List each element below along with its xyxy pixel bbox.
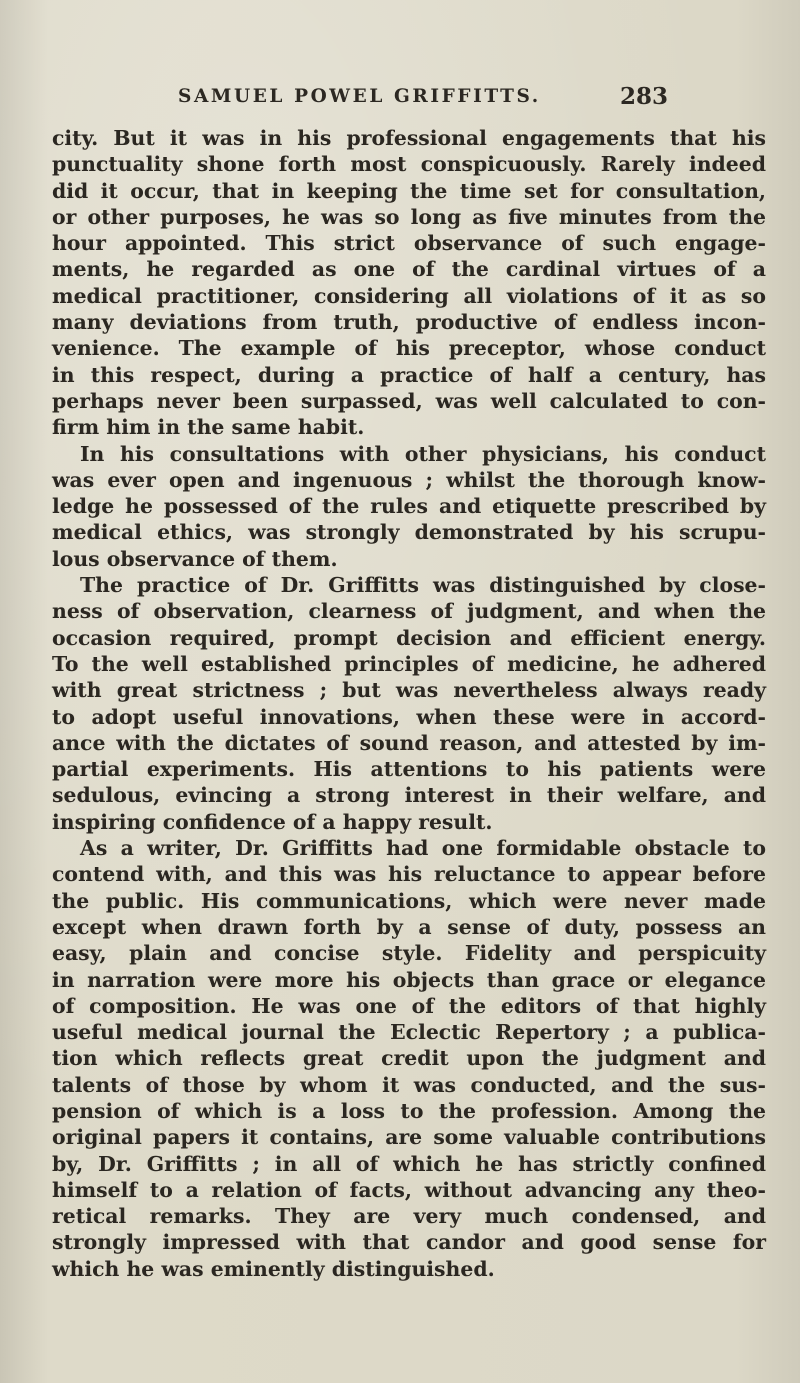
text-line: original papers it contains, are some valuable contributions [52, 1125, 766, 1150]
text-line: easy, plain and concise style. Fidelity and perspicuity [52, 941, 766, 966]
text-line: occasion required, prompt decision and efficient energy. [52, 625, 766, 650]
text-line: strongly impressed with that candor and good sense for [52, 1230, 766, 1255]
text-line: ance with the dictates of sound reason, and attested by im- [52, 730, 766, 755]
text-line: venience. The example of his preceptor, whose conduct [52, 336, 766, 361]
text-line: of composition. He was one of the editors of that highly [52, 993, 766, 1018]
body-text [52, 125, 766, 1282]
text-line: firm him in the same habit. [52, 415, 365, 440]
running-head [0, 83, 800, 116]
text-line: useful medical journal the Eclectic Repertory ; a publica- [52, 1020, 766, 1045]
text-line: did it occur, that in keeping the time set for consultation, [52, 178, 766, 203]
text-line: in this respect, during a practice of half a century, has [52, 362, 766, 387]
text-line: lous observance of them. [52, 546, 338, 571]
text-line: inspiring confidence of a happy result. [52, 809, 493, 834]
text-line: to adopt useful innovations, when these were in accord- [52, 704, 766, 729]
text-line: in narration were more his objects than grace or elegance [52, 967, 766, 992]
text-line: talents of those by whom it was conducted, and the sus- [52, 1072, 766, 1097]
text-line: In his consultations with other physicians, his conduct [80, 441, 766, 466]
text-line: which he was eminently distinguished. [52, 1256, 495, 1281]
running-head-title: SAMUEL POWEL GRIFFITTS. [178, 86, 541, 107]
text-line: pension of which is a loss to the profession. Among the [52, 1098, 766, 1123]
page-number: 283 [620, 83, 669, 110]
text-line: the public. His communications, which were never made [52, 888, 766, 913]
text-line: tion which reflects great credit upon the judgment and [52, 1046, 766, 1071]
text-line: ness of observation, clearness of judgment, and when the [52, 599, 766, 624]
text-line: by, Dr. Griffitts ; in all of which he has strictly confined [52, 1151, 766, 1176]
text-line: himself to a relation of facts, without advancing any theo- [52, 1177, 766, 1202]
text-line: except when drawn forth by a sense of duty, possess an [52, 914, 766, 939]
text-line: medical ethics, was strongly demonstrated by his scrupu- [52, 520, 766, 545]
text-line: ments, he regarded as one of the cardinal virtues of a [52, 257, 766, 282]
text-line: contend with, and this was his reluctance to appear before [52, 862, 766, 887]
text-line: As a writer, Dr. Griffitts had one formidable obstacle to [80, 836, 766, 861]
text-line: many deviations from truth, productive of endless incon- [52, 310, 766, 335]
text-line: was ever open and ingenuous ; whilst the thorough know- [52, 467, 766, 492]
text-line: city. But it was in his professional engagements that his [52, 126, 766, 150]
text-line: with great strictness ; but was nevertheless always ready [52, 678, 766, 703]
text-line: partial experiments. His attentions to his patients were [52, 757, 766, 782]
text-line: To the well established principles of medicine, he adhered [52, 651, 766, 676]
text-line: hour appointed. This strict observance of such engage- [52, 231, 766, 256]
text-line: punctuality shone forth most conspicuously. Rarely indeed [52, 152, 766, 177]
text-line: medical practitioner, considering all violations of it as so [52, 283, 766, 308]
text-line: retical remarks. They are very much condensed, and [52, 1204, 766, 1229]
text-line: The practice of Dr. Griffitts was distinguished by close- [80, 573, 766, 598]
text-line: or other purposes, he was so long as five minutes from the [52, 204, 766, 229]
text-line: sedulous, evincing a strong interest in their welfare, and [52, 783, 766, 808]
text-line: ledge he possessed of the rules and etiquette prescribed by [52, 494, 766, 519]
text-line: perhaps never been surpassed, was well calculated to con- [52, 388, 766, 413]
